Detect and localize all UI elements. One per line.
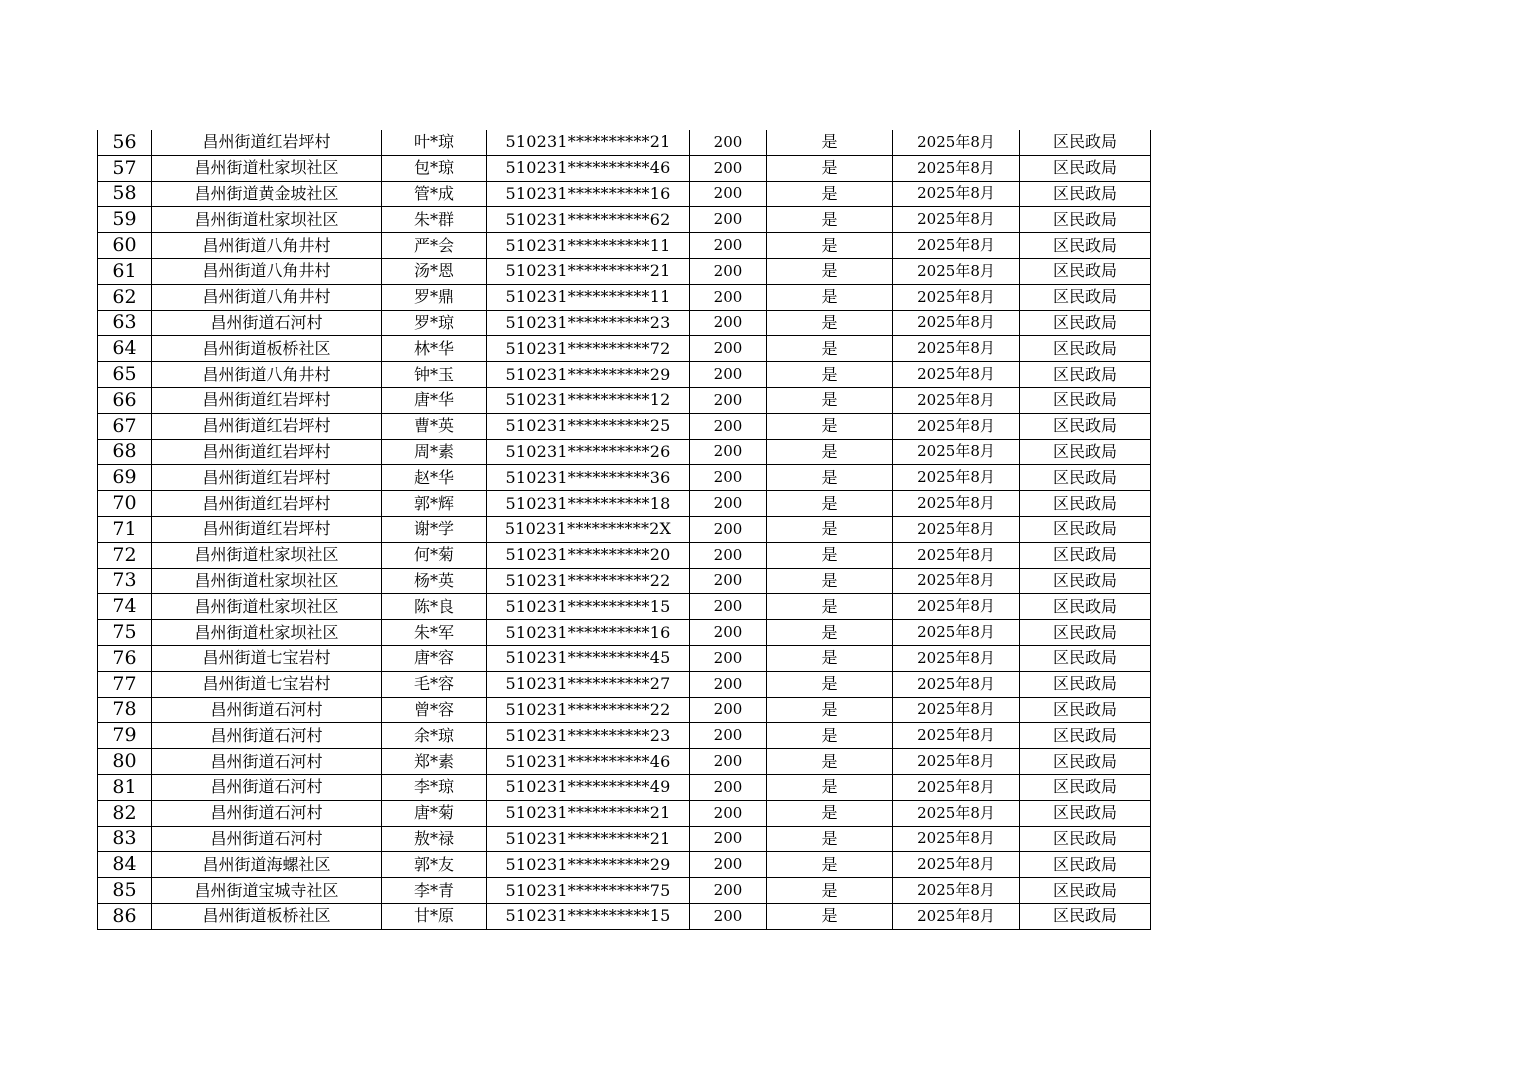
id-number-cell: 510231**********11 [487, 233, 690, 259]
row-number: 65 [98, 362, 152, 388]
table-row [98, 774, 1151, 800]
name-cell: 郑*素 [382, 749, 487, 775]
amount-cell: 200 [690, 568, 767, 594]
amount-cell: 200 [690, 878, 767, 904]
department-cell: 区民政局 [1020, 233, 1151, 259]
date-cell: 2025年8月 [893, 852, 1020, 878]
id-number-cell: 510231**********62 [487, 207, 690, 233]
date-cell: 2025年8月 [893, 387, 1020, 413]
table-row [98, 723, 1151, 749]
table-row [98, 826, 1151, 852]
date-cell: 2025年8月 [893, 826, 1020, 852]
row-number: 61 [98, 258, 152, 284]
row-number: 56 [98, 130, 152, 155]
location-cell: 昌州街道杜家坝社区 [152, 542, 382, 568]
table-row [98, 413, 1151, 439]
id-number-cell: 510231**********2X [487, 516, 690, 542]
row-number: 75 [98, 620, 152, 646]
table-row [98, 749, 1151, 775]
amount-cell: 200 [690, 491, 767, 517]
id-number-cell: 510231**********16 [487, 620, 690, 646]
name-cell: 唐*华 [382, 387, 487, 413]
date-cell: 2025年8月 [893, 310, 1020, 336]
date-cell: 2025年8月 [893, 362, 1020, 388]
name-cell: 甘*原 [382, 903, 487, 929]
date-cell: 2025年8月 [893, 723, 1020, 749]
amount-cell: 200 [690, 774, 767, 800]
name-cell: 杨*英 [382, 568, 487, 594]
amount-cell: 200 [690, 155, 767, 181]
row-number: 86 [98, 903, 152, 929]
date-cell: 2025年8月 [893, 155, 1020, 181]
name-cell: 郭*辉 [382, 491, 487, 517]
name-cell: 罗*琼 [382, 310, 487, 336]
department-cell: 区民政局 [1020, 697, 1151, 723]
status-cell: 是 [767, 465, 893, 491]
date-cell: 2025年8月 [893, 645, 1020, 671]
row-number: 78 [98, 697, 152, 723]
id-number-cell: 510231**********21 [487, 800, 690, 826]
row-number: 81 [98, 774, 152, 800]
department-cell: 区民政局 [1020, 800, 1151, 826]
status-cell: 是 [767, 362, 893, 388]
name-cell: 林*华 [382, 336, 487, 362]
department-cell: 区民政局 [1020, 878, 1151, 904]
status-cell: 是 [767, 413, 893, 439]
name-cell: 周*素 [382, 439, 487, 465]
name-cell: 严*会 [382, 233, 487, 259]
id-number-cell: 510231**********12 [487, 387, 690, 413]
location-cell: 昌州街道红岩坪村 [152, 413, 382, 439]
name-cell: 朱*军 [382, 620, 487, 646]
row-number: 59 [98, 207, 152, 233]
amount-cell: 200 [690, 413, 767, 439]
status-cell: 是 [767, 233, 893, 259]
id-number-cell: 510231**********20 [487, 542, 690, 568]
department-cell: 区民政局 [1020, 542, 1151, 568]
id-number-cell: 510231**********29 [487, 852, 690, 878]
table-row [98, 465, 1151, 491]
date-cell: 2025年8月 [893, 568, 1020, 594]
table-row [98, 852, 1151, 878]
status-cell: 是 [767, 774, 893, 800]
table-row [98, 903, 1151, 929]
amount-cell: 200 [690, 362, 767, 388]
amount-cell: 200 [690, 336, 767, 362]
amount-cell: 200 [690, 826, 767, 852]
name-cell: 曹*英 [382, 413, 487, 439]
department-cell: 区民政局 [1020, 439, 1151, 465]
row-number: 82 [98, 800, 152, 826]
amount-cell: 200 [690, 465, 767, 491]
location-cell: 昌州街道七宝岩村 [152, 645, 382, 671]
location-cell: 昌州街道红岩坪村 [152, 387, 382, 413]
date-cell: 2025年8月 [893, 620, 1020, 646]
table-row [98, 284, 1151, 310]
amount-cell: 200 [690, 723, 767, 749]
location-cell: 昌州街道石河村 [152, 826, 382, 852]
amount-cell: 200 [690, 439, 767, 465]
department-cell: 区民政局 [1020, 362, 1151, 388]
id-number-cell: 510231**********11 [487, 284, 690, 310]
department-cell: 区民政局 [1020, 310, 1151, 336]
department-cell: 区民政局 [1020, 723, 1151, 749]
department-cell: 区民政局 [1020, 774, 1151, 800]
row-number: 64 [98, 336, 152, 362]
row-number: 76 [98, 645, 152, 671]
date-cell: 2025年8月 [893, 207, 1020, 233]
id-number-cell: 510231**********72 [487, 336, 690, 362]
date-cell: 2025年8月 [893, 542, 1020, 568]
department-cell: 区民政局 [1020, 258, 1151, 284]
status-cell: 是 [767, 594, 893, 620]
date-cell: 2025年8月 [893, 465, 1020, 491]
location-cell: 昌州街道板桥社区 [152, 336, 382, 362]
name-cell: 朱*群 [382, 207, 487, 233]
date-cell: 2025年8月 [893, 258, 1020, 284]
date-cell: 2025年8月 [893, 516, 1020, 542]
status-cell: 是 [767, 697, 893, 723]
location-cell: 昌州街道黄金坡社区 [152, 181, 382, 207]
status-cell: 是 [767, 491, 893, 517]
location-cell: 昌州街道板桥社区 [152, 903, 382, 929]
location-cell: 昌州街道杜家坝社区 [152, 207, 382, 233]
name-cell: 包*琼 [382, 155, 487, 181]
row-number: 60 [98, 233, 152, 259]
table-row [98, 800, 1151, 826]
department-cell: 区民政局 [1020, 903, 1151, 929]
row-number: 84 [98, 852, 152, 878]
name-cell: 何*菊 [382, 542, 487, 568]
status-cell: 是 [767, 130, 893, 155]
name-cell: 余*琼 [382, 723, 487, 749]
table-row [98, 697, 1151, 723]
name-cell: 谢*学 [382, 516, 487, 542]
row-number: 57 [98, 155, 152, 181]
location-cell: 昌州街道石河村 [152, 800, 382, 826]
location-cell: 昌州街道杜家坝社区 [152, 594, 382, 620]
row-number: 72 [98, 542, 152, 568]
table-row [98, 645, 1151, 671]
status-cell: 是 [767, 620, 893, 646]
amount-cell: 200 [690, 671, 767, 697]
location-cell: 昌州街道杜家坝社区 [152, 155, 382, 181]
id-number-cell: 510231**********22 [487, 568, 690, 594]
location-cell: 昌州街道海螺社区 [152, 852, 382, 878]
id-number-cell: 510231**********16 [487, 181, 690, 207]
id-number-cell: 510231**********46 [487, 155, 690, 181]
department-cell: 区民政局 [1020, 207, 1151, 233]
name-cell: 管*成 [382, 181, 487, 207]
date-cell: 2025年8月 [893, 774, 1020, 800]
row-number: 73 [98, 568, 152, 594]
department-cell: 区民政局 [1020, 516, 1151, 542]
id-number-cell: 510231**********15 [487, 594, 690, 620]
date-cell: 2025年8月 [893, 697, 1020, 723]
location-cell: 昌州街道石河村 [152, 310, 382, 336]
department-cell: 区民政局 [1020, 387, 1151, 413]
status-cell: 是 [767, 568, 893, 594]
id-number-cell: 510231**********27 [487, 671, 690, 697]
table-row [98, 542, 1151, 568]
table-row [98, 130, 1151, 155]
amount-cell: 200 [690, 697, 767, 723]
status-cell: 是 [767, 516, 893, 542]
department-cell: 区民政局 [1020, 413, 1151, 439]
status-cell: 是 [767, 207, 893, 233]
location-cell: 昌州街道宝城寺社区 [152, 878, 382, 904]
amount-cell: 200 [690, 387, 767, 413]
department-cell: 区民政局 [1020, 568, 1151, 594]
date-cell: 2025年8月 [893, 439, 1020, 465]
table-row [98, 207, 1151, 233]
id-number-cell: 510231**********45 [487, 645, 690, 671]
name-cell: 唐*容 [382, 645, 487, 671]
table-row [98, 155, 1151, 181]
department-cell: 区民政局 [1020, 749, 1151, 775]
amount-cell: 200 [690, 310, 767, 336]
table-row [98, 258, 1151, 284]
status-cell: 是 [767, 542, 893, 568]
status-cell: 是 [767, 310, 893, 336]
id-number-cell: 510231**********23 [487, 723, 690, 749]
status-cell: 是 [767, 852, 893, 878]
id-number-cell: 510231**********22 [487, 697, 690, 723]
department-cell: 区民政局 [1020, 826, 1151, 852]
name-cell: 毛*容 [382, 671, 487, 697]
amount-cell: 200 [690, 181, 767, 207]
name-cell: 曾*容 [382, 697, 487, 723]
date-cell: 2025年8月 [893, 749, 1020, 775]
amount-cell: 200 [690, 207, 767, 233]
location-cell: 昌州街道杜家坝社区 [152, 568, 382, 594]
location-cell: 昌州街道红岩坪村 [152, 130, 382, 155]
location-cell: 昌州街道红岩坪村 [152, 516, 382, 542]
id-number-cell: 510231**********21 [487, 258, 690, 284]
id-number-cell: 510231**********18 [487, 491, 690, 517]
name-cell: 郭*友 [382, 852, 487, 878]
row-number: 67 [98, 413, 152, 439]
department-cell: 区民政局 [1020, 336, 1151, 362]
row-number: 58 [98, 181, 152, 207]
row-number: 71 [98, 516, 152, 542]
table-row [98, 620, 1151, 646]
table-row [98, 362, 1151, 388]
id-number-cell: 510231**********21 [487, 130, 690, 155]
date-cell: 2025年8月 [893, 671, 1020, 697]
department-cell: 区民政局 [1020, 594, 1151, 620]
id-number-cell: 510231**********25 [487, 413, 690, 439]
date-cell: 2025年8月 [893, 800, 1020, 826]
status-cell: 是 [767, 878, 893, 904]
date-cell: 2025年8月 [893, 336, 1020, 362]
status-cell: 是 [767, 258, 893, 284]
id-number-cell: 510231**********23 [487, 310, 690, 336]
amount-cell: 200 [690, 542, 767, 568]
amount-cell: 200 [690, 233, 767, 259]
amount-cell: 200 [690, 852, 767, 878]
name-cell: 李*琼 [382, 774, 487, 800]
row-number: 62 [98, 284, 152, 310]
row-number: 66 [98, 387, 152, 413]
amount-cell: 200 [690, 284, 767, 310]
table-row [98, 594, 1151, 620]
date-cell: 2025年8月 [893, 181, 1020, 207]
status-cell: 是 [767, 181, 893, 207]
location-cell: 昌州街道红岩坪村 [152, 491, 382, 517]
status-cell: 是 [767, 439, 893, 465]
date-cell: 2025年8月 [893, 130, 1020, 155]
table-row [98, 516, 1151, 542]
id-number-cell: 510231**********29 [487, 362, 690, 388]
row-number: 70 [98, 491, 152, 517]
amount-cell: 200 [690, 749, 767, 775]
name-cell: 敖*禄 [382, 826, 487, 852]
department-cell: 区民政局 [1020, 852, 1151, 878]
department-cell: 区民政局 [1020, 284, 1151, 310]
location-cell: 昌州街道八角井村 [152, 233, 382, 259]
roster-body [98, 130, 1151, 929]
name-cell: 汤*恩 [382, 258, 487, 284]
name-cell: 罗*鼎 [382, 284, 487, 310]
location-cell: 昌州街道红岩坪村 [152, 439, 382, 465]
id-number-cell: 510231**********26 [487, 439, 690, 465]
status-cell: 是 [767, 336, 893, 362]
date-cell: 2025年8月 [893, 594, 1020, 620]
row-number: 77 [98, 671, 152, 697]
roster-table [97, 130, 1151, 930]
table-row [98, 387, 1151, 413]
status-cell: 是 [767, 749, 893, 775]
row-number: 83 [98, 826, 152, 852]
status-cell: 是 [767, 284, 893, 310]
table-row [98, 491, 1151, 517]
row-number: 68 [98, 439, 152, 465]
row-number: 79 [98, 723, 152, 749]
department-cell: 区民政局 [1020, 155, 1151, 181]
location-cell: 昌州街道石河村 [152, 697, 382, 723]
status-cell: 是 [767, 155, 893, 181]
location-cell: 昌州街道红岩坪村 [152, 465, 382, 491]
location-cell: 昌州街道八角井村 [152, 362, 382, 388]
status-cell: 是 [767, 387, 893, 413]
date-cell: 2025年8月 [893, 878, 1020, 904]
location-cell: 昌州街道杜家坝社区 [152, 620, 382, 646]
location-cell: 昌州街道八角井村 [152, 284, 382, 310]
amount-cell: 200 [690, 645, 767, 671]
date-cell: 2025年8月 [893, 233, 1020, 259]
date-cell: 2025年8月 [893, 491, 1020, 517]
row-number: 85 [98, 878, 152, 904]
row-number: 80 [98, 749, 152, 775]
location-cell: 昌州街道七宝岩村 [152, 671, 382, 697]
amount-cell: 200 [690, 130, 767, 155]
department-cell: 区民政局 [1020, 620, 1151, 646]
name-cell: 钟*玉 [382, 362, 487, 388]
id-number-cell: 510231**********75 [487, 878, 690, 904]
id-number-cell: 510231**********49 [487, 774, 690, 800]
date-cell: 2025年8月 [893, 903, 1020, 929]
amount-cell: 200 [690, 800, 767, 826]
name-cell: 叶*琼 [382, 130, 487, 155]
name-cell: 李*青 [382, 878, 487, 904]
location-cell: 昌州街道石河村 [152, 774, 382, 800]
department-cell: 区民政局 [1020, 671, 1151, 697]
status-cell: 是 [767, 723, 893, 749]
status-cell: 是 [767, 645, 893, 671]
department-cell: 区民政局 [1020, 491, 1151, 517]
amount-cell: 200 [690, 594, 767, 620]
id-number-cell: 510231**********15 [487, 903, 690, 929]
id-number-cell: 510231**********46 [487, 749, 690, 775]
date-cell: 2025年8月 [893, 284, 1020, 310]
name-cell: 唐*菊 [382, 800, 487, 826]
department-cell: 区民政局 [1020, 645, 1151, 671]
id-number-cell: 510231**********36 [487, 465, 690, 491]
name-cell: 陈*良 [382, 594, 487, 620]
table-row [98, 233, 1151, 259]
row-number: 63 [98, 310, 152, 336]
table-row [98, 568, 1151, 594]
date-cell: 2025年8月 [893, 413, 1020, 439]
table-row [98, 671, 1151, 697]
row-number: 69 [98, 465, 152, 491]
status-cell: 是 [767, 671, 893, 697]
table-row [98, 439, 1151, 465]
row-number: 74 [98, 594, 152, 620]
id-number-cell: 510231**********21 [487, 826, 690, 852]
table-row [98, 310, 1151, 336]
amount-cell: 200 [690, 516, 767, 542]
location-cell: 昌州街道石河村 [152, 723, 382, 749]
status-cell: 是 [767, 903, 893, 929]
location-cell: 昌州街道石河村 [152, 749, 382, 775]
amount-cell: 200 [690, 258, 767, 284]
department-cell: 区民政局 [1020, 181, 1151, 207]
name-cell: 赵*华 [382, 465, 487, 491]
amount-cell: 200 [690, 903, 767, 929]
status-cell: 是 [767, 800, 893, 826]
status-cell: 是 [767, 826, 893, 852]
amount-cell: 200 [690, 620, 767, 646]
table-row [98, 181, 1151, 207]
department-cell: 区民政局 [1020, 465, 1151, 491]
location-cell: 昌州街道八角井村 [152, 258, 382, 284]
table-row [98, 336, 1151, 362]
table-row [98, 878, 1151, 904]
department-cell: 区民政局 [1020, 130, 1151, 155]
